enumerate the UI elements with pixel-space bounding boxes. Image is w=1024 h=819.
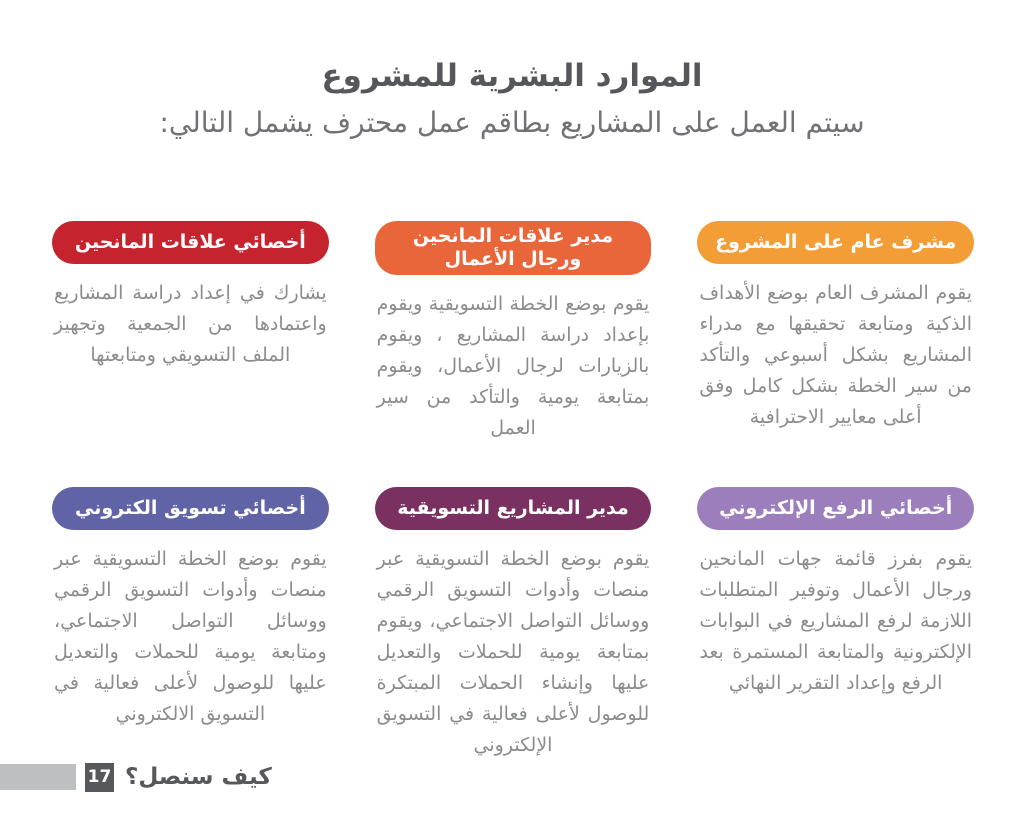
page-subtitle: سيتم العمل على المشاريع بطاقم عمل محترف يشمل التالي: bbox=[159, 106, 865, 139]
page-number-badge: 17 bbox=[85, 763, 114, 792]
role-title-pill: أخصائي الرفع الإلكتروني bbox=[697, 487, 974, 530]
role-description: يقوم المشرف العام بوضع الأهداف الذكية ومتابعة تحقيقها مع مدراء المشاريع بشكل أسبوعي والتأكد من سير الخطة بشكل كامل وفق أعلى معايير الاحترافية bbox=[699, 282, 972, 428]
role-description: يقوم بوضع الخطة التسويقية عبر منصات وأدوات التسويق الرقمي ووسائل التواصل الاجتماعي، ويقوم بمتابعة يومية للحملات والتعديل عليها وإنشاء الحملات المبتكرة للوصول لأعلى فعالية في التسويق الإلكتروني bbox=[376, 548, 650, 756]
role-description: يقوم بوضع الخطة التسويقية ويقوم بإعداد دراسة المشاريع ، ويقوم بالزيارات لرجال الأعمال، ويقوم بمتابعة يومية والتأكد من سير العمل bbox=[376, 292, 650, 439]
role-title-pill: مدير علاقات المانحين ورجال الأعمال bbox=[375, 221, 652, 275]
roles-grid-row-1 bbox=[52, 221, 974, 444]
role-title-pill: أخصائي تسويق الكتروني bbox=[52, 487, 329, 530]
role-card bbox=[52, 487, 329, 730]
role-card bbox=[697, 221, 974, 433]
role-card bbox=[697, 487, 974, 699]
role-title-pill: أخصائي علاقات المانحين bbox=[52, 221, 329, 264]
page-title: الموارد البشرية للمشروع bbox=[321, 58, 703, 94]
section-label: كيف سنصل؟ bbox=[125, 764, 272, 790]
role-description: يقوم بوضع الخطة التسويقية عبر منصات وأدوات التسويق الرقمي ووسائل التواصل الاجتماعي، ومتابعة يومية للحملات والتعديل عليها للوصول لأعلى فعالية في التسويق الالكتروني bbox=[54, 548, 327, 725]
footer bbox=[0, 762, 272, 792]
role-card bbox=[375, 221, 652, 444]
footer-divider-bar bbox=[0, 764, 76, 790]
role-description: يقوم بفرز قائمة جهات المانحين ورجال الأعمال وتوفير المتطلبات اللازمة لرفع المشاريع في البوابات الإلكترونية والمتابعة المستمرة بعد الرفع وإعداد التقرير النهائي bbox=[699, 548, 972, 694]
role-description: يشارك في إعداد دراسة المشاريع واعتمادها من الجمعية وتجهيز الملف التسويقي ومتابعتها bbox=[54, 282, 327, 366]
role-card bbox=[52, 221, 329, 371]
roles-grid-row-2 bbox=[52, 487, 974, 761]
role-title-pill: مدير المشاريع التسويقية bbox=[375, 487, 652, 530]
role-card bbox=[375, 487, 652, 761]
role-title-pill: مشرف عام على المشروع bbox=[697, 221, 974, 264]
